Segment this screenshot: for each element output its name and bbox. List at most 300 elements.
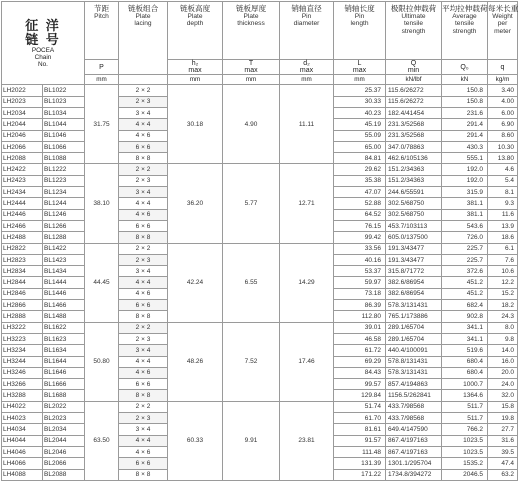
pin-length-cell: 61.72 bbox=[334, 345, 386, 356]
chain-no-bl: BL1444 bbox=[43, 277, 85, 288]
ultimate-strength-cell: 347.0/78863 bbox=[386, 141, 442, 152]
lacing-unit bbox=[119, 75, 168, 85]
lacing-cell: 2 × 2 bbox=[119, 164, 168, 175]
chain-no-bl: BL2066 bbox=[43, 458, 85, 469]
weight-cell: 27.7 bbox=[488, 424, 518, 435]
average-strength-cell: 225.7 bbox=[442, 254, 488, 265]
chain-no-lh: LH2866 bbox=[2, 300, 43, 311]
average-strength-cell: 291.4 bbox=[442, 130, 488, 141]
weight-cell: 32.0 bbox=[488, 390, 518, 401]
pin-unit: mm bbox=[280, 75, 334, 85]
thickness-en1: Plate bbox=[243, 13, 259, 21]
pin-length-cell: 65.00 bbox=[334, 141, 386, 152]
average-strength-cell: 451.2 bbox=[442, 277, 488, 288]
lacing-cell: 8 × 8 bbox=[119, 153, 168, 164]
weight-cell: 12.2 bbox=[488, 277, 518, 288]
ultimate-en2: tensile bbox=[403, 20, 424, 28]
pin-length-cell: 64.52 bbox=[334, 209, 386, 220]
weight-cell: 31.6 bbox=[488, 435, 518, 446]
lacing-cell: 8 × 8 bbox=[119, 469, 168, 480]
average-strength-cell: 519.6 bbox=[442, 345, 488, 356]
pin-length-cell: 76.15 bbox=[334, 220, 386, 231]
lacing-en2: lacing bbox=[134, 20, 152, 28]
weight-cell: 9.8 bbox=[488, 333, 518, 344]
chain-no-bl: BL1634 bbox=[43, 345, 85, 356]
length-unit: mm bbox=[334, 75, 386, 85]
depth-cell: 48.26 bbox=[168, 322, 223, 401]
chain-no-lh: LH2422 bbox=[2, 164, 43, 175]
average-strength-cell: 381.1 bbox=[442, 209, 488, 220]
chain-no-lh: LH2466 bbox=[2, 220, 43, 231]
weight-cell: 39.5 bbox=[488, 446, 518, 457]
lacing-header bbox=[119, 2, 168, 75]
ultimate-strength-cell: 1734.8/394272 bbox=[386, 469, 442, 480]
ultimate-zh: 极限拉伸载荷 bbox=[390, 4, 437, 13]
lacing-cell: 2 × 3 bbox=[119, 175, 168, 186]
chain-no-lh: LH4046 bbox=[2, 446, 43, 457]
weight-cell: 8.0 bbox=[488, 322, 518, 333]
average-strength-cell: 680.4 bbox=[442, 367, 488, 378]
chain-no-lh: LH4044 bbox=[2, 435, 43, 446]
ultimate-en3: strength bbox=[401, 27, 426, 35]
length-en1: Pin bbox=[354, 13, 365, 21]
pin-length-cell: 129.84 bbox=[334, 390, 386, 401]
chain-no-lh: LH3223 bbox=[2, 333, 43, 344]
ultimate-strength-cell: 1156.5/262841 bbox=[386, 390, 442, 401]
lacing-zh: 链板组合 bbox=[127, 4, 159, 13]
pin-length-cell: 69.29 bbox=[334, 356, 386, 367]
chain-no-bl: BL1266 bbox=[43, 220, 85, 231]
ultimate-strength-cell: 302.5/68750 bbox=[386, 198, 442, 209]
chain-no-lh: LH2423 bbox=[2, 175, 43, 186]
lacing-cell: 3 × 4 bbox=[119, 345, 168, 356]
pin-length-cell: 73.18 bbox=[334, 288, 386, 299]
chain-no-bl: BL1688 bbox=[43, 390, 85, 401]
ultimate-strength-cell: 115.6/26272 bbox=[386, 85, 442, 96]
length-symbol: L max bbox=[334, 60, 386, 75]
thickness-cell: 9.91 bbox=[223, 401, 280, 480]
ultimate-strength-cell: 453.7/103113 bbox=[386, 220, 442, 231]
chain-no-bl: BL1644 bbox=[43, 356, 85, 367]
ultimate-strength-cell: 433.7/98568 bbox=[386, 401, 442, 412]
ultimate-strength-cell: 182.4/41454 bbox=[386, 108, 442, 119]
lacing-cell: 4 × 4 bbox=[119, 198, 168, 209]
pin-length-cell: 91.57 bbox=[334, 435, 386, 446]
average-unit: kN bbox=[442, 75, 488, 85]
chain-no-bl: BL1446 bbox=[43, 288, 85, 299]
pin-length-cell: 51.74 bbox=[334, 401, 386, 412]
lacing-cell: 2 × 2 bbox=[119, 401, 168, 412]
table-row bbox=[2, 401, 518, 412]
average-header bbox=[442, 2, 488, 60]
pin-length-cell: 53.37 bbox=[334, 266, 386, 277]
thickness-symbol: T max bbox=[223, 60, 280, 75]
brand-header bbox=[2, 2, 85, 85]
average-strength-cell: 1023.5 bbox=[442, 435, 488, 446]
chain-no-lh: LH2023 bbox=[2, 96, 43, 107]
lacing-cell: 2 × 3 bbox=[119, 96, 168, 107]
pin-diameter-cell: 11.11 bbox=[280, 85, 334, 164]
chain-no-lh: LH3222 bbox=[2, 322, 43, 333]
ultimate-strength-cell: 605.0/137500 bbox=[386, 232, 442, 243]
pin-length-cell: 81.61 bbox=[334, 424, 386, 435]
lacing-cell: 3 × 4 bbox=[119, 187, 168, 198]
ultimate-strength-cell: 382.6/86954 bbox=[386, 277, 442, 288]
average-en2: tensile bbox=[454, 20, 475, 28]
weight-cell: 11.6 bbox=[488, 209, 518, 220]
length-header bbox=[334, 2, 386, 60]
weight-cell: 7.6 bbox=[488, 254, 518, 265]
chain-no-bl: BL1088 bbox=[43, 153, 85, 164]
chain-no-bl: BL1423 bbox=[43, 254, 85, 265]
ultimate-strength-cell: 867.4/197163 bbox=[386, 446, 442, 457]
chain-no-lh: LH2446 bbox=[2, 209, 43, 220]
pitch-cell: 50.80 bbox=[85, 322, 119, 401]
weight-en3: meter bbox=[494, 27, 511, 35]
weight-cell: 6.00 bbox=[488, 108, 518, 119]
lacing-cell: 2 × 3 bbox=[119, 254, 168, 265]
pin-length-cell: 39.01 bbox=[334, 322, 386, 333]
chain-no-bl: BL1066 bbox=[43, 141, 85, 152]
chain-no-lh: LH3234 bbox=[2, 345, 43, 356]
chain-no-lh: LH2088 bbox=[2, 153, 43, 164]
ultimate-strength-cell: 382.6/86954 bbox=[386, 288, 442, 299]
ultimate-strength-cell: 867.4/197163 bbox=[386, 435, 442, 446]
average-strength-cell: 150.8 bbox=[442, 85, 488, 96]
pin-length-cell: 35.38 bbox=[334, 175, 386, 186]
weight-cell: 15.8 bbox=[488, 401, 518, 412]
chain-no-bl: BL1623 bbox=[43, 333, 85, 344]
pin-length-cell: 99.42 bbox=[334, 232, 386, 243]
chain-no-lh: LH2034 bbox=[2, 108, 43, 119]
chain-no-bl: BL1288 bbox=[43, 232, 85, 243]
table-row bbox=[2, 164, 518, 175]
lacing-cell: 4 × 6 bbox=[119, 130, 168, 141]
weight-cell: 24.0 bbox=[488, 379, 518, 390]
chain-no-bl: BL2088 bbox=[43, 469, 85, 480]
ultimate-strength-cell: 151.2/34363 bbox=[386, 175, 442, 186]
pin-length-cell: 171.22 bbox=[334, 469, 386, 480]
pin-length-cell: 59.97 bbox=[334, 277, 386, 288]
weight-cell: 13.80 bbox=[488, 153, 518, 164]
chain-no-lh: LH4088 bbox=[2, 469, 43, 480]
lacing-cell: 2 × 3 bbox=[119, 413, 168, 424]
average-strength-cell: 902.8 bbox=[442, 311, 488, 322]
lacing-cell: 4 × 4 bbox=[119, 119, 168, 130]
chain-no-bl: BL1022 bbox=[43, 85, 85, 96]
chain-no-lh: LH2823 bbox=[2, 254, 43, 265]
depth-cell: 36.20 bbox=[168, 164, 223, 243]
pin-length-cell: 45.19 bbox=[334, 119, 386, 130]
weight-cell: 4.6 bbox=[488, 164, 518, 175]
average-strength-cell: 381.1 bbox=[442, 198, 488, 209]
average-strength-cell: 1000.7 bbox=[442, 379, 488, 390]
depth-cell: 30.18 bbox=[168, 85, 223, 164]
ultimate-strength-cell: 857.4/194863 bbox=[386, 379, 442, 390]
pin-symbol: d₂ max bbox=[280, 60, 334, 75]
ultimate-header bbox=[386, 2, 442, 60]
weight-cell: 13.9 bbox=[488, 220, 518, 231]
depth-zh: 链板高度 bbox=[179, 4, 211, 13]
ultimate-strength-cell: 1301.1/295704 bbox=[386, 458, 442, 469]
weight-cell: 47.4 bbox=[488, 458, 518, 469]
chain-no-bl: BL1234 bbox=[43, 187, 85, 198]
average-strength-cell: 511.7 bbox=[442, 401, 488, 412]
average-strength-cell: 682.4 bbox=[442, 300, 488, 311]
average-strength-cell: 543.6 bbox=[442, 220, 488, 231]
pitch-header bbox=[85, 2, 119, 60]
average-strength-cell: 192.0 bbox=[442, 175, 488, 186]
lacing-en1: Plate bbox=[135, 13, 151, 21]
lacing-cell: 4 × 4 bbox=[119, 356, 168, 367]
average-strength-cell: 315.9 bbox=[442, 187, 488, 198]
weight-cell: 14.0 bbox=[488, 345, 518, 356]
ultimate-strength-cell: 578.3/131431 bbox=[386, 300, 442, 311]
lacing-cell: 4 × 4 bbox=[119, 435, 168, 446]
pitch-cell: 31.75 bbox=[85, 85, 119, 164]
chain-no-bl: BL1246 bbox=[43, 209, 85, 220]
pin-diameter-cell: 14.29 bbox=[280, 243, 334, 322]
pin-header bbox=[280, 2, 334, 60]
chain-no-bl: BL1422 bbox=[43, 243, 85, 254]
average-strength-cell: 555.1 bbox=[442, 153, 488, 164]
chain-no-bl: BL1023 bbox=[43, 96, 85, 107]
pin-zh: 销轴直径 bbox=[291, 4, 322, 13]
lacing-cell: 8 × 8 bbox=[119, 232, 168, 243]
pin-length-cell: 29.62 bbox=[334, 164, 386, 175]
chain-no-bl: BL2034 bbox=[43, 424, 85, 435]
ultimate-strength-cell: 302.5/68750 bbox=[386, 209, 442, 220]
ultimate-symbol: Q min bbox=[386, 60, 442, 75]
pitch-cell: 63.50 bbox=[85, 401, 119, 480]
pin-en2: diameter bbox=[293, 20, 320, 28]
pin-length-cell: 33.56 bbox=[334, 243, 386, 254]
weight-cell: 10.30 bbox=[488, 141, 518, 152]
ultimate-unit: kN/lbf bbox=[386, 75, 442, 85]
chain-no-lh: LH4066 bbox=[2, 458, 43, 469]
average-strength-cell: 341.1 bbox=[442, 322, 488, 333]
weight-cell: 5.4 bbox=[488, 175, 518, 186]
lacing-cell: 4 × 6 bbox=[119, 209, 168, 220]
weight-cell: 9.3 bbox=[488, 198, 518, 209]
ultimate-strength-cell: 433.7/98568 bbox=[386, 413, 442, 424]
ultimate-strength-cell: 191.3/43477 bbox=[386, 243, 442, 254]
weight-en2: per bbox=[497, 20, 508, 28]
brand-en-3: No. bbox=[38, 60, 48, 68]
ultimate-strength-cell: 765.1/173886 bbox=[386, 311, 442, 322]
table-row bbox=[2, 322, 518, 333]
thickness-header bbox=[223, 2, 280, 60]
average-en3: strength bbox=[452, 27, 477, 35]
chain-no-lh: LH2066 bbox=[2, 141, 43, 152]
chain-no-bl: BL2046 bbox=[43, 446, 85, 457]
pin-length-cell: 25.37 bbox=[334, 85, 386, 96]
pin-length-cell: 84.43 bbox=[334, 367, 386, 378]
weight-cell: 20.0 bbox=[488, 367, 518, 378]
chain-no-bl: BL1244 bbox=[43, 198, 85, 209]
average-strength-cell: 372.6 bbox=[442, 266, 488, 277]
depth-unit: mm bbox=[168, 75, 223, 85]
pin-length-cell: 99.57 bbox=[334, 379, 386, 390]
ultimate-strength-cell: 115.6/26272 bbox=[386, 96, 442, 107]
chain-no-bl: BL1666 bbox=[43, 379, 85, 390]
thickness-en2: thickness bbox=[237, 20, 265, 28]
ultimate-strength-cell: 151.2/34363 bbox=[386, 164, 442, 175]
weight-cell: 10.6 bbox=[488, 266, 518, 277]
chain-no-lh: LH2888 bbox=[2, 311, 43, 322]
pitch-unit: mm bbox=[85, 75, 119, 85]
weight-cell: 63.2 bbox=[488, 469, 518, 480]
pin-en1: Pin bbox=[301, 13, 312, 21]
chain-no-lh: LH4022 bbox=[2, 401, 43, 412]
average-en1: Average bbox=[452, 13, 477, 21]
depth-en2: depth bbox=[186, 20, 204, 28]
ultimate-strength-cell: 462.6/105136 bbox=[386, 153, 442, 164]
weight-cell: 4.00 bbox=[488, 96, 518, 107]
weight-cell: 6.1 bbox=[488, 243, 518, 254]
chain-no-lh: LH3266 bbox=[2, 379, 43, 390]
average-strength-cell: 291.4 bbox=[442, 119, 488, 130]
pin-length-cell: 46.58 bbox=[334, 333, 386, 344]
length-zh: 销轴长度 bbox=[344, 4, 375, 13]
ultimate-strength-cell: 191.3/43477 bbox=[386, 254, 442, 265]
pin-length-cell: 55.09 bbox=[334, 130, 386, 141]
chain-no-lh: LH2022 bbox=[2, 85, 43, 96]
lacing-cell: 2 × 2 bbox=[119, 243, 168, 254]
pitch-cell: 38.10 bbox=[85, 164, 119, 243]
pitch-en: Pitch bbox=[94, 13, 109, 21]
weight-cell: 24.3 bbox=[488, 311, 518, 322]
thickness-cell: 5.77 bbox=[223, 164, 280, 243]
weight-zh: 每米长重 bbox=[488, 4, 518, 13]
weight-unit: kg/m bbox=[488, 75, 518, 85]
pitch-zh: 节距 bbox=[93, 4, 110, 13]
lacing-cell: 2 × 3 bbox=[119, 333, 168, 344]
average-strength-cell: 225.7 bbox=[442, 243, 488, 254]
pin-diameter-cell: 23.81 bbox=[280, 401, 334, 480]
brand-zh: 征 洋 链 号 bbox=[25, 17, 61, 47]
chain-no-bl: BL1434 bbox=[43, 266, 85, 277]
weight-symbol: q bbox=[488, 60, 518, 75]
spec-table-body bbox=[2, 85, 518, 480]
chain-no-bl: BL1222 bbox=[43, 164, 85, 175]
weight-cell: 8.1 bbox=[488, 187, 518, 198]
chain-no-lh: LH2846 bbox=[2, 288, 43, 299]
lacing-cell: 3 × 4 bbox=[119, 266, 168, 277]
chain-no-bl: BL2044 bbox=[43, 435, 85, 446]
depth-cell: 60.33 bbox=[168, 401, 223, 480]
weight-cell: 18.2 bbox=[488, 300, 518, 311]
lacing-cell: 3 × 4 bbox=[119, 108, 168, 119]
depth-en1: Plate bbox=[187, 13, 203, 21]
chain-no-lh: LH3246 bbox=[2, 367, 43, 378]
ultimate-strength-cell: 440.4/100091 bbox=[386, 345, 442, 356]
chain-no-lh: LH3288 bbox=[2, 390, 43, 401]
chain-no-lh: LH2834 bbox=[2, 266, 43, 277]
weight-cell: 15.2 bbox=[488, 288, 518, 299]
ultimate-strength-cell: 578.8/131431 bbox=[386, 356, 442, 367]
weight-cell: 6.90 bbox=[488, 119, 518, 130]
pin-length-cell: 84.81 bbox=[334, 153, 386, 164]
lacing-cell: 8 × 8 bbox=[119, 390, 168, 401]
chain-no-bl: BL1044 bbox=[43, 119, 85, 130]
chain-no-lh: LH2822 bbox=[2, 243, 43, 254]
lacing-cell: 2 × 2 bbox=[119, 85, 168, 96]
lacing-cell: 2 × 2 bbox=[119, 322, 168, 333]
average-strength-cell: 192.0 bbox=[442, 164, 488, 175]
average-strength-cell: 2046.5 bbox=[442, 469, 488, 480]
chain-spec-table bbox=[1, 1, 518, 481]
average-strength-cell: 150.8 bbox=[442, 96, 488, 107]
thickness-cell: 7.52 bbox=[223, 322, 280, 401]
pin-length-cell: 86.39 bbox=[334, 300, 386, 311]
thickness-cell: 6.55 bbox=[223, 243, 280, 322]
chain-no-lh: LH2044 bbox=[2, 119, 43, 130]
lacing-cell: 4 × 6 bbox=[119, 288, 168, 299]
thickness-cell: 4.90 bbox=[223, 85, 280, 164]
pin-length-cell: 52.88 bbox=[334, 198, 386, 209]
chain-no-bl: BL1223 bbox=[43, 175, 85, 186]
ultimate-strength-cell: 289.1/65704 bbox=[386, 333, 442, 344]
average-strength-cell: 341.1 bbox=[442, 333, 488, 344]
average-strength-cell: 451.2 bbox=[442, 288, 488, 299]
chain-no-bl: BL2023 bbox=[43, 413, 85, 424]
chain-no-lh: LH3244 bbox=[2, 356, 43, 367]
chain-no-lh: LH2444 bbox=[2, 198, 43, 209]
chain-no-bl: BL2022 bbox=[43, 401, 85, 412]
lacing-cell: 4 × 6 bbox=[119, 367, 168, 378]
lacing-cell: 4 × 6 bbox=[119, 446, 168, 457]
chain-no-bl: BL1034 bbox=[43, 108, 85, 119]
weight-en1: Weight bbox=[492, 13, 513, 21]
average-strength-cell: 511.7 bbox=[442, 413, 488, 424]
weight-header bbox=[488, 2, 518, 60]
chain-no-lh: LH4023 bbox=[2, 413, 43, 424]
ultimate-strength-cell: 289.1/65704 bbox=[386, 322, 442, 333]
thickness-zh: 链板厚度 bbox=[235, 4, 267, 13]
chain-no-lh: LH2046 bbox=[2, 130, 43, 141]
pin-length-cell: 40.16 bbox=[334, 254, 386, 265]
table-row bbox=[2, 85, 518, 96]
ultimate-strength-cell: 244.6/55591 bbox=[386, 187, 442, 198]
chain-no-bl: BL1622 bbox=[43, 322, 85, 333]
depth-cell: 42.24 bbox=[168, 243, 223, 322]
ultimate-strength-cell: 231.3/52568 bbox=[386, 130, 442, 141]
chain-no-bl: BL1646 bbox=[43, 367, 85, 378]
ultimate-strength-cell: 315.8/71772 bbox=[386, 266, 442, 277]
pin-diameter-cell: 17.46 bbox=[280, 322, 334, 401]
ultimate-en1: Ultimate bbox=[401, 13, 426, 21]
weight-cell: 8.60 bbox=[488, 130, 518, 141]
lacing-cell: 6 × 6 bbox=[119, 458, 168, 469]
average-symbol: Q₀ bbox=[442, 60, 488, 75]
chain-no-lh: LH2488 bbox=[2, 232, 43, 243]
lacing-cell: 6 × 6 bbox=[119, 300, 168, 311]
pin-diameter-cell: 12.71 bbox=[280, 164, 334, 243]
depth-symbol: h₂ max bbox=[168, 60, 223, 75]
pin-length-cell: 40.23 bbox=[334, 108, 386, 119]
pitch-symbol: P bbox=[85, 60, 119, 75]
lacing-cell: 6 × 6 bbox=[119, 141, 168, 152]
ultimate-strength-cell: 231.3/52568 bbox=[386, 119, 442, 130]
lacing-cell: 3 × 4 bbox=[119, 424, 168, 435]
average-strength-cell: 1023.5 bbox=[442, 446, 488, 457]
average-strength-cell: 430.3 bbox=[442, 141, 488, 152]
ultimate-strength-cell: 578.3/131431 bbox=[386, 367, 442, 378]
chain-no-lh: LH2844 bbox=[2, 277, 43, 288]
lacing-cell: 6 × 6 bbox=[119, 379, 168, 390]
chain-no-bl: BL1488 bbox=[43, 311, 85, 322]
